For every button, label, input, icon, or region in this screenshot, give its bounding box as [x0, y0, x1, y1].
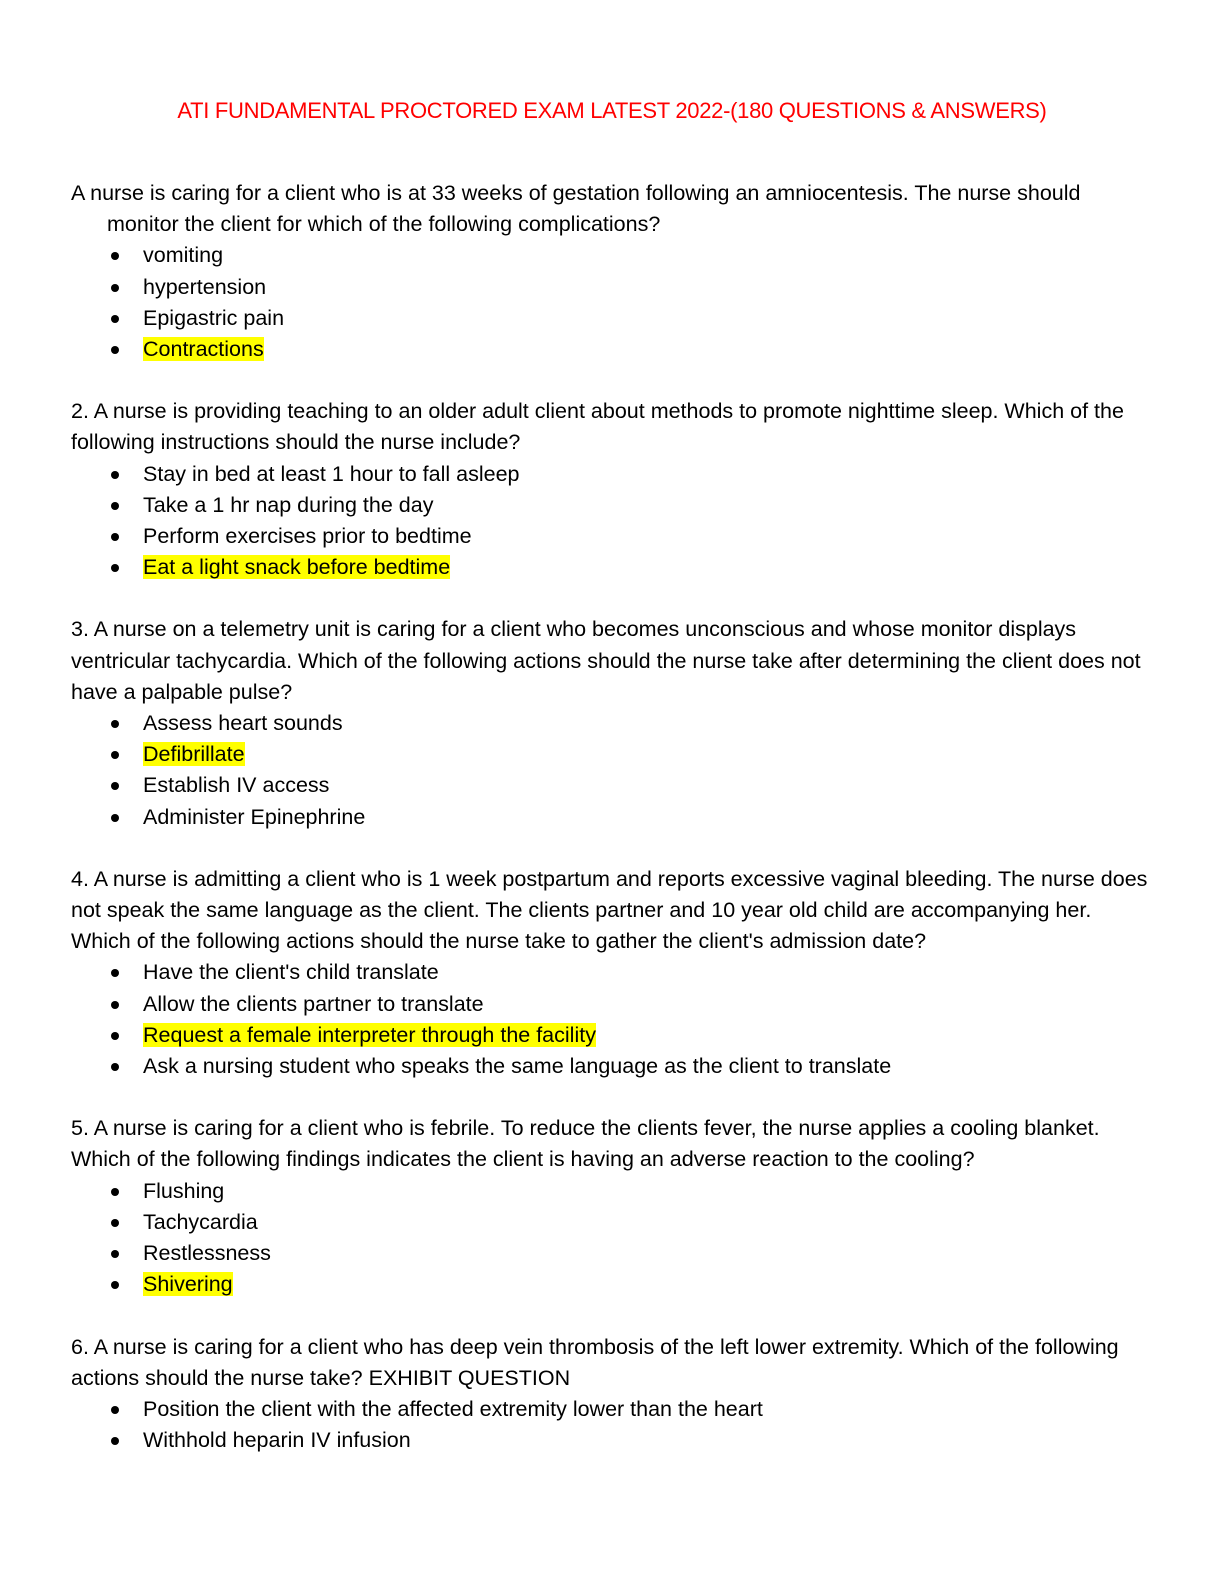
bullet-icon [111, 969, 119, 977]
bullet-icon [111, 1219, 119, 1227]
bullet-icon [111, 1437, 119, 1445]
question-text: A nurse is caring for a client who is at 33 weeks of gestation following an amniocentesis. The nurse should monitor the client for which of the following complications? [71, 181, 1081, 237]
answer-options [71, 1176, 1151, 1301]
option-label: Flushing [143, 1178, 225, 1203]
bullet-icon [111, 1032, 119, 1040]
question-3 [71, 614, 1151, 832]
answer-options [71, 1394, 1151, 1456]
option-label: hypertension [143, 274, 267, 299]
answer-option [71, 1176, 1151, 1207]
bullet-icon [111, 502, 119, 510]
bullet-icon [111, 1250, 119, 1258]
question-text: 4. A nurse is admitting a client who is 1 week postpartum and reports excessive vaginal bleeding. The nurse does not speak the same language as the client. The clients partner and 10 year old child are accompanying her. Which of the following actions should the nurse take to gather the client's admission date? [71, 866, 1148, 954]
answer-option [71, 490, 1151, 521]
answer-option [71, 802, 1151, 833]
bullet-icon [111, 1406, 119, 1414]
question-2 [71, 396, 1151, 583]
option-label: Position the client with the affected extremity lower than the heart [143, 1396, 763, 1421]
answer-option-correct [71, 1020, 1151, 1051]
answer-option [71, 708, 1151, 739]
bullet-icon [111, 564, 119, 572]
question-text: 2. A nurse is providing teaching to an older adult client about methods to promote nighttime sleep. Which of the following instructions should the nurse include? [71, 399, 1124, 455]
answer-options [71, 459, 1151, 584]
answer-option [71, 459, 1151, 490]
option-label: Epigastric pain [143, 305, 285, 330]
highlighted-answer: Request a female interpreter through the facility [143, 1022, 596, 1047]
bullet-icon [111, 284, 119, 292]
option-label: vomiting [143, 243, 224, 268]
option-label: Administer Epinephrine [143, 804, 366, 829]
answer-option [71, 303, 1151, 334]
bullet-icon [111, 1281, 119, 1289]
option-label: Take a 1 hr nap during the day [143, 492, 434, 517]
answer-option [71, 272, 1151, 303]
answer-option-correct [71, 334, 1151, 365]
bullet-icon [111, 315, 119, 323]
bullet-icon [111, 1188, 119, 1196]
answer-option [71, 521, 1151, 552]
highlighted-answer: Eat a light snack before bedtime [143, 555, 451, 580]
answer-option-correct [71, 552, 1151, 583]
answer-options [71, 957, 1151, 1082]
question-text: 6. A nurse is caring for a client who has deep vein thrombosis of the left lower extremity. Which of the following actions should the nurse take? EXHIBIT QUESTION [71, 1334, 1119, 1390]
option-label: Restlessness [143, 1241, 271, 1266]
highlighted-answer: Defibrillate [143, 742, 245, 767]
question-6 [71, 1332, 1151, 1457]
option-label: Withhold heparin IV infusion [143, 1428, 411, 1453]
question-1 [71, 178, 1151, 365]
option-label: Perform exercises prior to bedtime [143, 524, 472, 549]
question-text: 3. A nurse on a telemetry unit is caring for a client who becomes unconscious and whose monitor displays ventricular tachycardia. Which of the following actions should the nurse take after determining the client does not have a palpable pulse? [71, 617, 1141, 704]
bullet-icon [111, 1063, 119, 1071]
answer-option-correct [71, 739, 1151, 770]
bullet-icon [111, 533, 119, 541]
answer-option [71, 1394, 1151, 1425]
bullet-icon [111, 1001, 119, 1009]
answer-option [71, 957, 1151, 988]
answer-options [71, 708, 1151, 833]
question-5 [71, 1113, 1151, 1300]
answer-option [71, 1051, 1151, 1082]
question-4 [71, 864, 1151, 1082]
highlighted-answer: Shivering [143, 1272, 233, 1297]
answer-option [71, 1238, 1151, 1269]
answer-options [71, 240, 1151, 365]
answer-option-correct [71, 1269, 1151, 1300]
bullet-icon [111, 346, 119, 354]
question-text: 5. A nurse is caring for a client who is febrile. To reduce the clients fever, the nurse applies a cooling blanket. Which of the following findings indicates the client is having an adverse reaction to the cooling? [71, 1116, 1100, 1172]
bullet-icon [111, 814, 119, 822]
question-list [71, 178, 1151, 1487]
option-label: Establish IV access [143, 773, 330, 798]
answer-option [71, 989, 1151, 1020]
bullet-icon [111, 751, 119, 759]
answer-option [71, 1207, 1151, 1238]
answer-option [71, 240, 1151, 271]
answer-option [71, 770, 1151, 801]
option-label: Have the client's child translate [143, 960, 439, 985]
option-label: Stay in bed at least 1 hour to fall asleep [143, 461, 520, 486]
document-title: ATI FUNDAMENTAL PROCTORED EXAM LATEST 2022-(180 QUESTIONS & ANSWERS) [177, 98, 1047, 123]
bullet-icon [111, 252, 119, 260]
bullet-icon [111, 782, 119, 790]
bullet-icon [111, 720, 119, 728]
option-label: Allow the clients partner to translate [143, 991, 484, 1016]
option-label: Ask a nursing student who speaks the same language as the client to translate [143, 1054, 892, 1079]
bullet-icon [111, 471, 119, 479]
option-label: Assess heart sounds [143, 711, 343, 736]
option-label: Tachycardia [143, 1209, 258, 1234]
answer-option [71, 1425, 1151, 1456]
highlighted-answer: Contractions [143, 337, 264, 362]
